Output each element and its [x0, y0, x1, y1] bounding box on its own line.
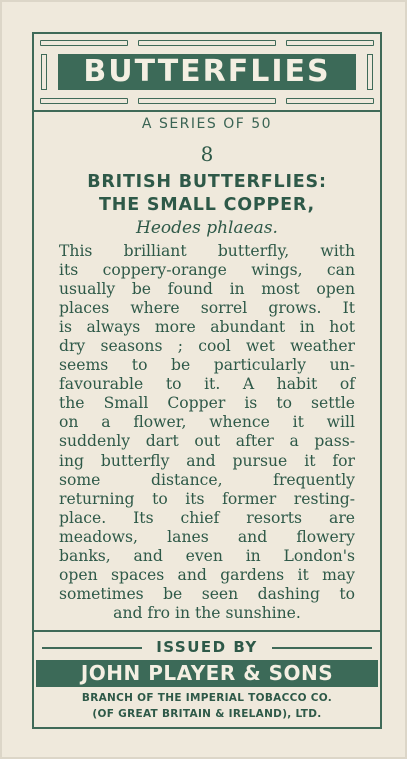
series-label: A SERIES OF 50 — [141, 116, 273, 132]
description-line: banks, and even in London's — [59, 546, 355, 565]
description-text — [59, 242, 355, 623]
description-line: some distance, frequently — [59, 470, 355, 489]
description-line: on a flower, whence it will — [59, 413, 355, 432]
title-header-panel — [32, 32, 382, 112]
description-line: sometimes be seen dashing to — [59, 584, 355, 603]
description-line: favourable to it. A habit of — [59, 375, 355, 394]
card-number: 8 — [200, 142, 214, 166]
description-line: seems to be particularly un- — [59, 356, 355, 375]
ornament-rule — [138, 40, 276, 46]
ornament-rule — [286, 40, 374, 46]
ornament-side-bar — [41, 54, 47, 90]
description-line: places where sorrel grows. It — [59, 299, 355, 318]
description-line: dry seasons ; cool wet weather — [59, 337, 355, 356]
ornament-rule — [40, 40, 128, 46]
footer-divider — [32, 630, 382, 632]
description-line: meadows, lanes and flowery — [59, 527, 355, 546]
description-line: is always more abundant in hot — [59, 318, 355, 337]
description-line: ing butterfly and pursue it for — [59, 451, 355, 470]
description-line: place. Its chief resorts are — [59, 508, 355, 527]
heading-line-1: BRITISH BUTTERFLIES: — [87, 172, 327, 192]
branch-line-1: BRANCH OF THE IMPERIAL TOBACCO CO. — [81, 692, 333, 704]
branch-line-2: (OF GREAT BRITAIN & IRELAND), LTD. — [92, 708, 322, 720]
description-line: usually be found in most open — [59, 280, 355, 299]
description-line: suddenly dart out after a pass- — [59, 432, 355, 451]
latin-name: Heodes phlaeas. — [136, 218, 278, 238]
description-line: open spaces and gardens it may — [59, 565, 355, 584]
maker-name: JOHN PLAYER & SONS — [36, 660, 378, 687]
description-line: and fro in the sunshine. — [113, 603, 301, 622]
ornament-rule — [138, 98, 276, 104]
description-line: returning to its former resting- — [59, 489, 355, 508]
description-line: This brilliant butterfly, with — [59, 242, 355, 260]
description-line: its coppery-orange wings, can — [59, 261, 355, 280]
heading-line-2: THE SMALL COPPER, — [99, 195, 315, 215]
description-line: the Small Copper is to settle — [59, 394, 355, 413]
ornament-rule — [286, 98, 374, 104]
issued-by-label: ISSUED BY — [156, 638, 258, 656]
ornament-side-bar — [367, 54, 373, 90]
card-title: BUTTERFLIES — [58, 54, 356, 90]
ornament-rule — [40, 98, 128, 104]
